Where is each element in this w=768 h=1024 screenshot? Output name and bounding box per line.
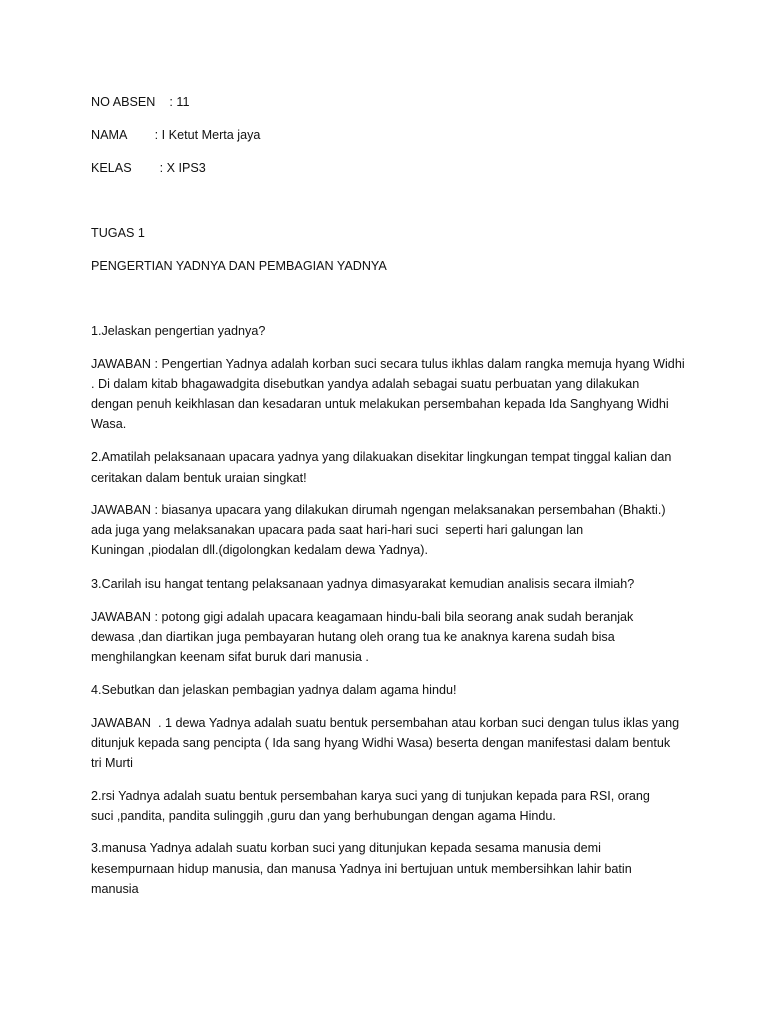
answer-3-line: menghilangkan keenam sifat buruk dari manusia . (91, 650, 369, 664)
question-2-line: 2.Amatilah pelaksanaan upacara yadnya yang dilakuakan disekitar lingkungan tempat tinggal kalian dan (91, 450, 672, 464)
answer-4-line: ditunjuk kepada sang pencipta ( Ida sang hyang Widhi Wasa) beserta dengan manifestasi dalam bentuk (91, 736, 671, 750)
tugas-heading: TUGAS 1 (91, 226, 145, 240)
answer-1-line: dengan penuh keikhlasan dan kesadaran untuk melakukan persembahan kepada Ida Sanghyang Widhi (91, 397, 669, 411)
answer-3-line: dewasa ,dan diartikan juga pembayaran hutang oleh orang tua ke anaknya karena sudah bisa (91, 630, 615, 644)
nama-line: NAMA : I Ketut Merta jaya (91, 128, 261, 142)
answer-2-line: Kuningan ,piodalan dll.(digolongkan kedalam dewa Yadnya). (91, 543, 429, 557)
manusa-yadnya-line: manusia (91, 882, 139, 896)
answer-1-line: JAWABAN : Pengertian Yadnya adalah korban suci secara tulus ikhlas dalam rangka memuja hyang Widhi (91, 357, 685, 371)
rsi-yadnya-line: 2.rsi Yadnya adalah suatu bentuk persembahan karya suci yang di tunjukan kepada para RSI, orang (91, 789, 650, 803)
answer-3-line: JAWABAN : potong gigi adalah upacara keagamaan hindu-bali bila seorang anak sudah beranjak (91, 610, 634, 624)
answer-2-line: ada juga yang melaksanakan upacara pada saat hari-hari suci seperti hari galungan lan (91, 523, 584, 537)
manusa-yadnya-line: 3.manusa Yadnya adalah suatu korban suci yang ditunjukan kepada sesama manusia demi (91, 841, 601, 855)
question-3: 3.Carilah isu hangat tentang pelaksanaan yadnya dimasyarakat kemudian analisis secara ilmiah? (91, 577, 635, 591)
manusa-yadnya-line: kesempurnaan hidup manusia, dan manusa Yadnya ini bertujuan untuk membersihkan lahir batin (91, 862, 632, 876)
no-absen-line: NO ABSEN : 11 (91, 95, 190, 109)
answer-4-line: JAWABAN . 1 dewa Yadnya adalah suatu bentuk persembahan atau korban suci dengan tulus iklas yang (91, 716, 680, 730)
topic-heading: PENGERTIAN YADNYA DAN PEMBAGIAN YADNYA (91, 259, 387, 273)
answer-1-line: . Di dalam kitab bhagawadgita disebutkan yandya adalah sebagai suatu perbuatan yang dilakukan (91, 377, 640, 391)
question-2-line: ceritakan dalam bentuk uraian singkat! (91, 471, 307, 485)
question-1: 1.Jelaskan pengertian yadnya? (91, 324, 266, 338)
rsi-yadnya-line: suci ,pandita, pandita sulinggih ,guru dan yang berhubungan dengan agama Hindu. (91, 809, 556, 823)
answer-4-line: tri Murti (91, 756, 133, 770)
answer-2-line: JAWABAN : biasanya upacara yang dilakukan dirumah ngengan melaksanakan persembahan (Bhakti.) (91, 503, 666, 517)
question-4: 4.Sebutkan dan jelaskan pembagian yadnya dalam agama hindu! (91, 683, 457, 697)
answer-1-line: Wasa. (91, 417, 127, 431)
kelas-line: KELAS : X IPS3 (91, 161, 206, 175)
